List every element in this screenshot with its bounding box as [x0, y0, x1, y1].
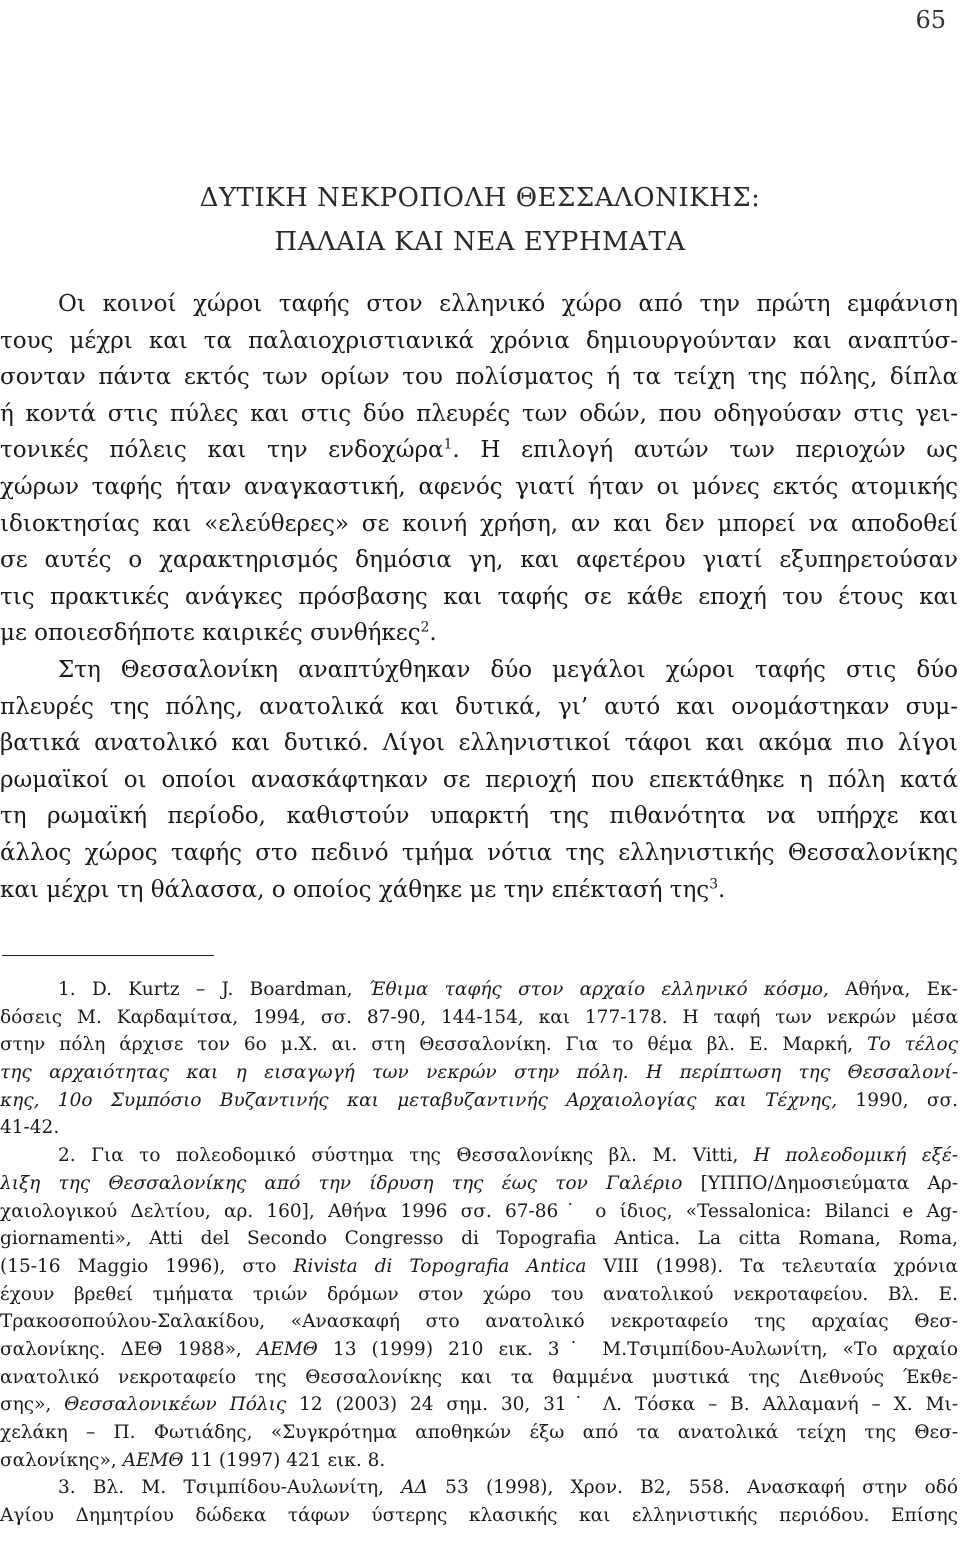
footnote-line: έχουν βρεθεί τμήματα τριών δρόμων στον χώρο του ανατολικού νεκροταφείου. Βλ. Ε. [0, 1283, 958, 1305]
note-italic: λιξη της Θεσσαλονίκης από την ίδρυση της έως τον Γαλέριο [0, 1172, 683, 1194]
footnote-line [0, 1253, 958, 1281]
footnote-ref-2: 2 [420, 619, 430, 636]
note-text: VIII (1998). Τα τελευταία χρόνια [586, 1255, 958, 1277]
body-line: τις πρακτικές ανάγκες πρόσβασης και ταφής σε κάθε εποχή του έτους και [0, 583, 958, 610]
body-line [0, 872, 958, 909]
body-text-run: και μέχρι τη θάλασσα, ο οποίος χάθηκε με την επέκτασή της [0, 876, 710, 903]
note-text: 3. Βλ. Μ. Τσιμπίδου-Αυλωνίτη, [58, 1477, 402, 1499]
footnote-line [0, 1059, 958, 1087]
body-text-run: . Η επιλογή αυτών των περιοχών ως [452, 437, 958, 464]
page-title [0, 176, 960, 264]
footnote-line [0, 1391, 958, 1419]
body-line: Στη Θεσσαλονίκη αναπτύχθηκαν δύο μεγάλοι χώροι ταφής στις δύο [58, 656, 958, 683]
note-text: 1. D. Kurtz – J. Boardman, [58, 979, 369, 1000]
body-text [0, 286, 958, 908]
note-italic: Έθιμα ταφής στον αρχαίο ελληνικό κόσμο, [368, 979, 829, 1000]
footnote-line: ανατολικό νεκροταφείο της Θεσσαλονίκης και τα θαμμένα μυστικά της Διεθνούς Έκθε- [0, 1366, 958, 1388]
note-text: (15-16 Maggio 1996), στο [0, 1255, 294, 1277]
note-text: 13 (1999) 210 εικ. 3˙ Μ.Τσιμπίδου-Αυλωνίτη, «Το αρχαίο [317, 1338, 958, 1360]
note-text: στην πόλη άρχισε τον 6ο μ.Χ. αι. στη Θεσσαλονίκη. Για το θέμα βλ. Ε. Μαρκή, [0, 1034, 868, 1056]
footnote-line: 41-42. [0, 1117, 60, 1139]
footnote-line [0, 1087, 958, 1115]
footnote-line [0, 1142, 958, 1170]
footnote-line [0, 1474, 958, 1502]
body-text-run: τονικές πόλεις και την ενδοχώρα [0, 437, 444, 464]
note-italic: Θεσσαλονικέων Πόλις [64, 1394, 287, 1416]
footnote-line: Τρακοσοπούλου-Σαλακίδου, «Ανασκαφή στο ανατολικό νεκροταφείο της αρχαίας Θεσ- [0, 1311, 958, 1333]
footnote-line: giornamenti», Atti del Secondo Congresso di Topografia Antica. La citta Romana, Roma, [0, 1228, 958, 1250]
note-text: 12 (2003) 24 σημ. 30, 31˙ Λ. Τόσκα – Β. Αλλαμανή – Χ. Μι- [286, 1394, 958, 1416]
note-text: 1990, σσ. [837, 1089, 958, 1111]
body-line: σονταν πάντα εκτός των ορίων του πολίσματος ή τα τείχη της πόλης, δίπλα [0, 364, 958, 391]
footnote-line [0, 1031, 958, 1059]
body-line: τους μέχρι και τα παλαιοχριστιανικά χρόνια δημιουργούνταν και αναπτύσ- [0, 327, 958, 354]
footnote-line: χελάκη – Π. Φωτιάδης, «Συγκρότημα αποθηκών έξω από τα ανατολικά τείχη της Θεσ- [0, 1422, 958, 1443]
note-text: 2. Για το πολεοδομικό σύστημα της Θεσσαλονίκης βλ. Μ. Vitti, [58, 1145, 754, 1167]
body-text-run: . [717, 876, 726, 903]
body-line [0, 432, 958, 469]
body-line: χώρων ταφής ήταν αναγκαστική, αφενός γιατί ήταν οι μόνες εκτός ατομικής [0, 473, 958, 500]
note-text: [ΥΠΠΟ/Δημοσιεύματα Αρ- [682, 1172, 958, 1194]
note-text: σαλονίκης. ΔΕΘ 1988», [0, 1338, 257, 1360]
body-text-run: . [429, 620, 437, 647]
page-number: 65 [915, 6, 946, 34]
note-italic: Η πολεοδομική εξέ- [753, 1145, 958, 1167]
body-line: βατικά ανατολικό και δυτικό. Λίγοι ελληνιστικοί τάφοι και ακόμα πιο λίγοι [0, 730, 958, 757]
note-text: σης», [0, 1394, 65, 1416]
footnote-line: δόσεις Μ. Καρδαμίτσα, 1994, σσ. 87-90, 144-154, και 177-178. Η ταφή των νεκρών μέσα [0, 1006, 958, 1028]
note-italic: Το τέλος [867, 1034, 958, 1056]
note-italic: ΑΕΜΘ [122, 1449, 184, 1471]
note-italic: κης, 10ο Συμπόσιο Βυζαντινής και μεταβυζαντινής Αρχαιολογίας και Τέχνης, [0, 1089, 838, 1111]
body-line [0, 615, 958, 652]
title-line-1: ΔΥΤΙΚΗ ΝΕΚΡΟΠΟΛΗ ΘΕΣΣΑΛΟΝΙΚΗΣ: [199, 183, 761, 213]
footnote-line [0, 1336, 958, 1364]
body-line: τη ρωμαϊκή περίοδο, καθιστούν υπαρκτή της πιθανότητα να υπήρχε και [0, 803, 958, 830]
note-italic: Rivista di Topografia Antica [293, 1255, 587, 1277]
footnotes [0, 976, 958, 1530]
body-text-run: με οποιεσδήποτε καιρικές συνθήκες [0, 620, 421, 647]
note-italic: ΑΕΜΘ [256, 1338, 318, 1360]
note-text: 11 (1997) 421 εικ. 8. [183, 1449, 386, 1471]
footnote-divider [2, 955, 214, 956]
body-line: πλευρές της πόλης, ανατολικά και δυτικά, γι’ αυτό και ονομάστηκαν συμ- [0, 693, 958, 720]
body-line: Οι κοινοί χώροι ταφής στον ελληνικό χώρο από την πρώτη εμφάνιση [58, 291, 958, 317]
note-italic: της αρχαιότητας και η εισαγωγή των νεκρών στην πόλη. Η περίπτωση της Θεσσαλονί- [0, 1062, 958, 1084]
body-line: ή κοντά στις πύλες και στις δύο πλευρές των οδών, που οδηγούσαν στις γει- [0, 400, 958, 427]
title-line-2: ΠΑΛΑΙΑ ΚΑΙ ΝΕΑ ΕΥΡΗΜΑΤΑ [274, 227, 686, 257]
note-text: σαλονίκης», [0, 1449, 123, 1471]
body-line: ρωμαϊκοί οι οποίοι ανασκάφτηκαν σε περιοχή που επεκτάθηκε η πόλη κατά [0, 766, 958, 793]
footnote-line: Αγίου Δημητρίου δώδεκα τάφων ύστερης κλασικής και ελληνιστικής περιόδου. Επίσης [0, 1505, 958, 1527]
footnote-line: χαιολογικού Δελτίου, αρ. 160], Αθήνα 1996 σσ. 67-86˙ ο ίδιος, «Tessalonica: Bilanci e Ag- [0, 1200, 958, 1222]
body-line: άλλος χώρος ταφής στο πεδινό τμήμα νότια της ελληνιστικής Θεσσαλονίκης [0, 839, 958, 866]
footnote-line [0, 1170, 958, 1198]
body-line: ιδιοκτησίας και «ελεύθερες» σε κοινή χρήση, αν και δεν μπορεί να αποδοθεί [0, 510, 958, 537]
note-text: Αθήνα, Εκ- [828, 979, 958, 1000]
note-italic: ΑΔ [401, 1477, 428, 1499]
note-text: 53 (1998), Χρον. Β2, 558. Ανασκαφή στην οδό [427, 1477, 958, 1499]
footnote-ref-3: 3 [709, 875, 718, 892]
footnote-ref-1: 1 [443, 436, 453, 453]
body-line: σε αυτές ο χαρακτηρισμός δημόσια γη, και αφετέρου γιατί εξυπηρετούσαν [0, 547, 958, 574]
footnote-line [0, 976, 958, 1004]
footnote-line [0, 1447, 958, 1475]
